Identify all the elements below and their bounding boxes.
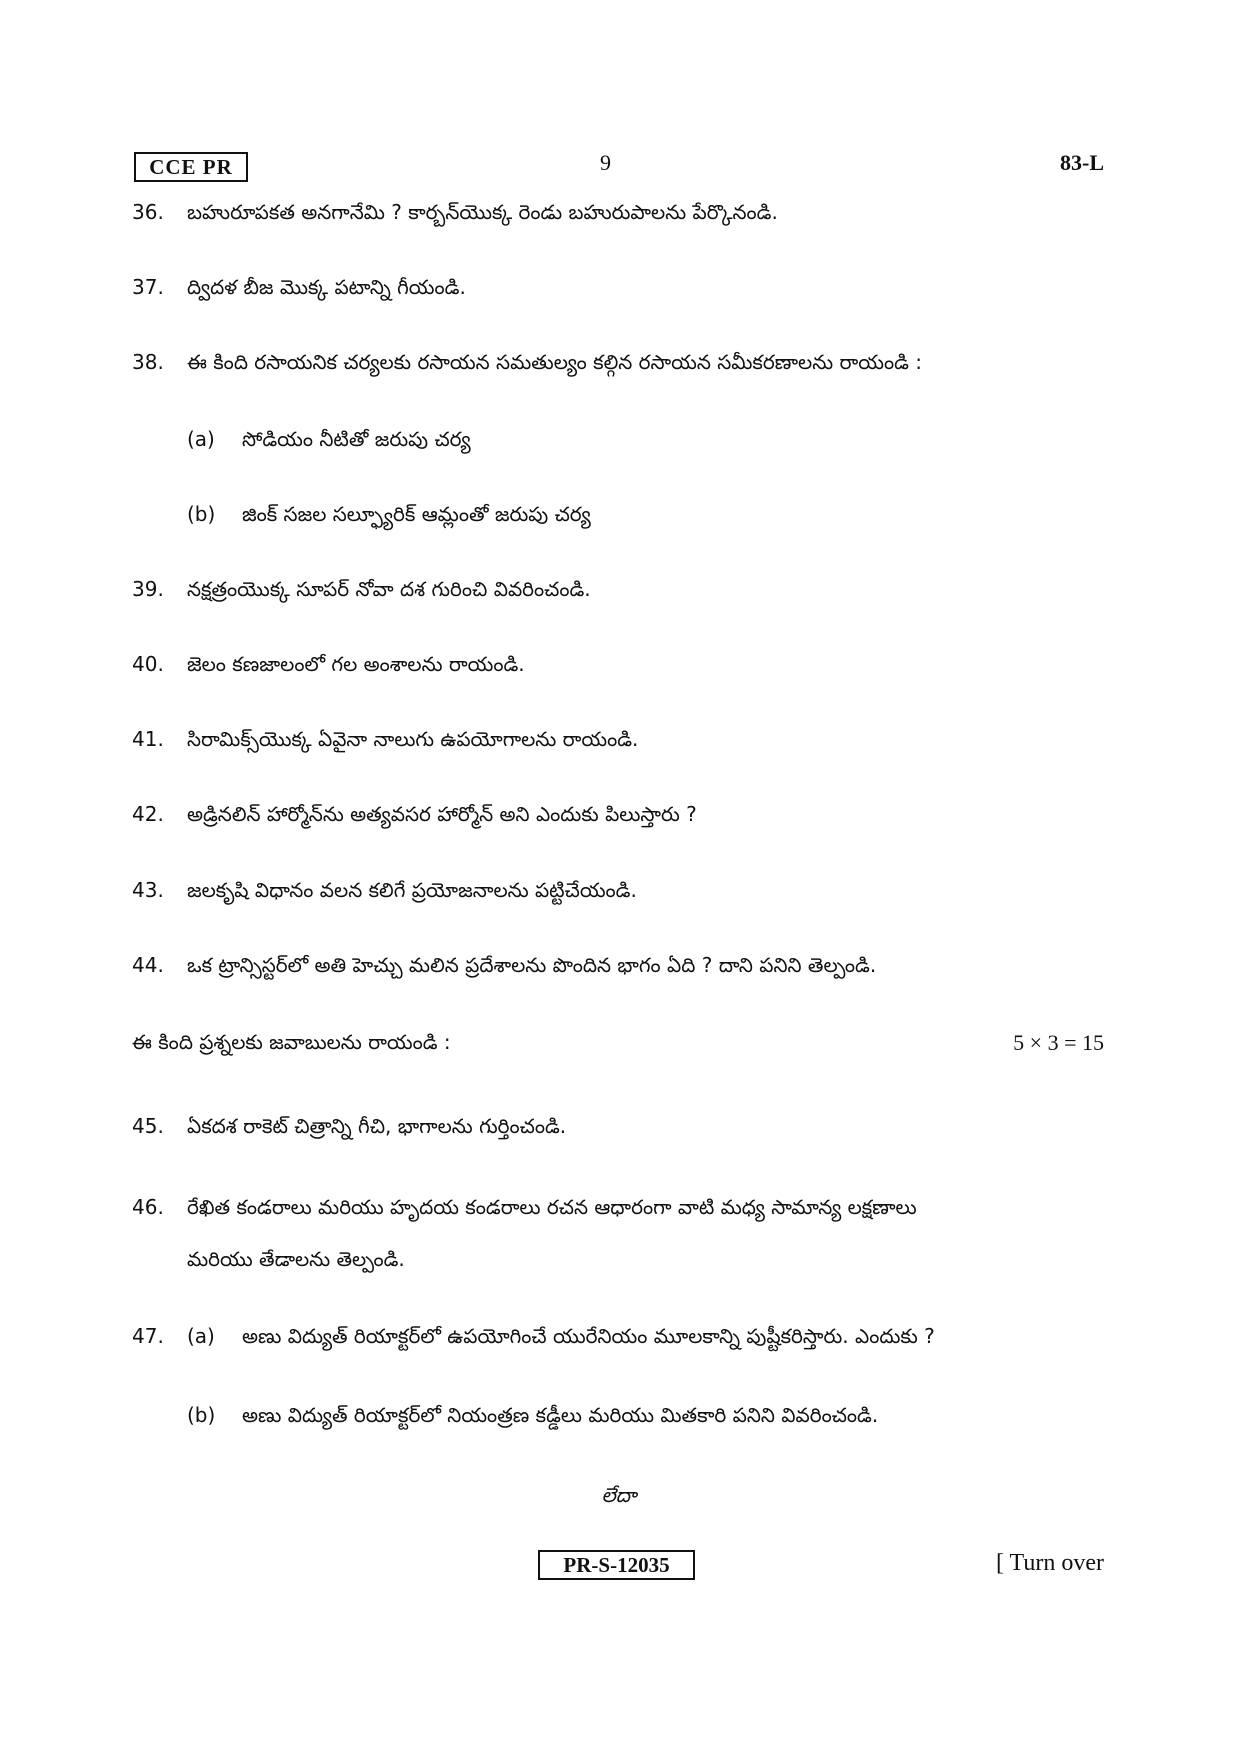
question-text: నక్షత్రంయొక్క సూపర్ నోవా దశ గురించి వివరించండి.	[187, 577, 591, 601]
question-text: సిరామిక్స్‌యొక్క ఏవైనా నాలుగు ఉపయోగాలను రాయండి.	[187, 727, 639, 751]
part-text: సోడియం నీటితో జరుపు చర్య	[242, 427, 471, 451]
question-text: ద్విదళ బీజ మొక్క పటాన్ని గీయండి.	[187, 275, 466, 299]
part-text: జింక్ సజల సల్ఫ్యూరిక్ ఆమ్లంతో జరుపు చర్య	[242, 502, 591, 526]
question-text: జలకృషి విధానం వలన కలిగే ప్రయోజనాలను పట్టిచేయండి.	[187, 878, 637, 902]
question-text: అడ్రినలిన్ హార్మోన్‌ను అత్యవసర హార్మోన్ అని ఎందుకు పిలుస్తారు ?	[187, 802, 697, 826]
or-divider: లేదా	[601, 1483, 637, 1507]
question-37	[132, 275, 466, 304]
question-number: 40.	[132, 652, 164, 676]
question-38	[132, 350, 922, 379]
question-47-part-a	[132, 1324, 935, 1353]
part-label: (b)	[187, 502, 216, 526]
part-label: (a)	[187, 427, 215, 451]
question-number: 47.	[132, 1324, 164, 1348]
question-44	[132, 953, 876, 982]
question-number: 38.	[132, 350, 164, 374]
question-38-part-b	[187, 502, 591, 531]
header-code-box	[134, 152, 248, 182]
question-45	[132, 1114, 566, 1143]
question-46-line-2: మరియు తేడాలను తెల్పండి.	[187, 1247, 405, 1271]
question-41	[132, 727, 638, 756]
question-text: ఈ కింది రసాయనిక చర్యలకు రసాయన సమతుల్యం కల్గిన రసాయన సమీకరణాలను రాయండి :	[187, 350, 923, 374]
footer-code-label: PR-S-12035	[563, 1552, 670, 1577]
question-number: 46.	[132, 1195, 164, 1219]
page-number: 9	[600, 150, 611, 175]
footer-code-box	[538, 1550, 695, 1580]
part-text: అణు విద్యుత్ రియాక్టర్‌లో ఉపయోగించే యురేనియం మూలకాన్ని పుష్టీకరిస్తారు. ఎందుకు ?	[242, 1324, 935, 1348]
question-38-part-a	[187, 427, 471, 456]
question-number: 41.	[132, 727, 164, 751]
question-number: 43.	[132, 878, 164, 902]
question-text: ఏకదశ రాకెట్ చిత్రాన్ని గీచి, భాగాలను గుర్తించండి.	[187, 1114, 567, 1138]
section-marks: 5 × 3 = 15	[1013, 1030, 1104, 1055]
question-number: 39.	[132, 577, 164, 601]
question-number: 42.	[132, 802, 164, 826]
question-number: 45.	[132, 1114, 164, 1138]
question-number: 44.	[132, 953, 164, 977]
question-text: జెలం కణజాలంలో గల అంశాలను రాయండి.	[187, 652, 525, 676]
part-label: (b)	[187, 1403, 216, 1427]
header-code-label: CCE PR	[149, 154, 233, 179]
question-43	[132, 878, 637, 907]
question-number: 37.	[132, 275, 164, 299]
question-number: 36.	[132, 200, 164, 224]
turn-over-note: [ Turn over	[995, 1550, 1104, 1576]
part-label: (a)	[187, 1324, 215, 1348]
paper-code: 83-L	[1060, 150, 1104, 175]
question-text: బహురూపకత అనగానేమి ? కార్బన్‌యొక్క రెండు బహురుపాలను పేర్కొనండి.	[187, 200, 778, 224]
question-40	[132, 652, 525, 681]
question-text-line-1: రేఖిత కండరాలు మరియు హృదయ కండరాలు రచన ఆధారంగా వాటి మధ్య సామాన్య లక్షణాలు	[187, 1195, 917, 1219]
question-36	[132, 200, 778, 229]
part-text: అణు విద్యుత్ రియాక్టర్‌లో నియంత్రణ కడ్డీలు మరియు మితకారి పనిని వివరించండి.	[242, 1403, 879, 1427]
question-47-part-b	[187, 1403, 878, 1432]
section-instruction: ఈ కింది ప్రశ్నలకు జవాబులను రాయండి :	[132, 1030, 451, 1054]
question-text: ఒక ట్రాన్సిస్టర్‌లో అతి హెచ్చు మలిన ప్రదేశాలను పొందిన భాగం ఏది ? దాని పనిని తెల్పండి.	[187, 953, 877, 977]
question-42	[132, 802, 697, 831]
question-46	[132, 1195, 917, 1224]
question-39	[132, 577, 591, 606]
